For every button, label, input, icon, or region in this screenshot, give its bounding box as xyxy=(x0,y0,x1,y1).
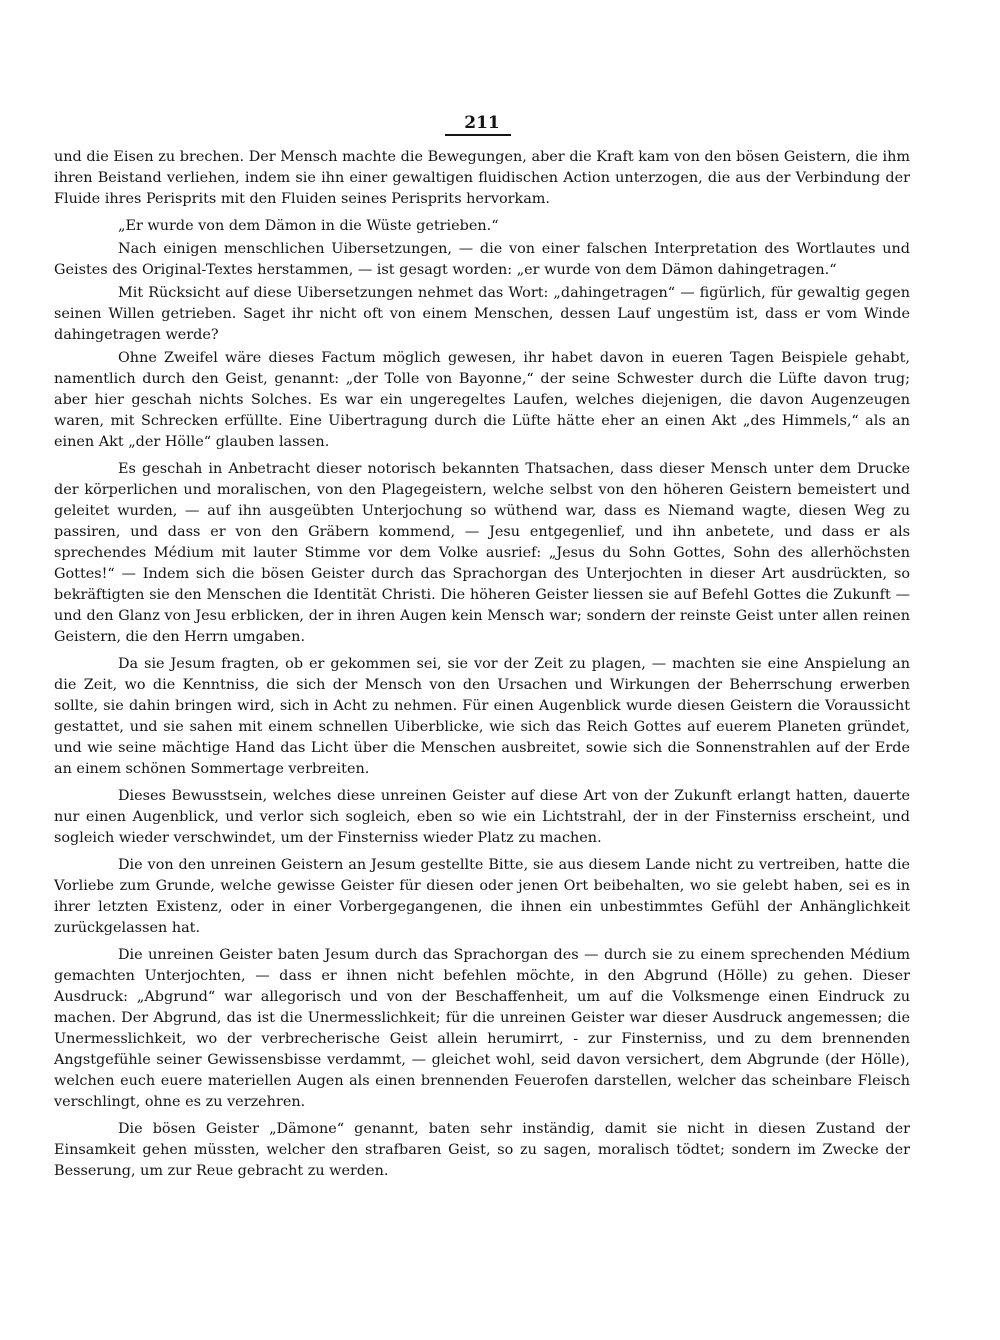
paragraph: Da sie Jesum fragten, ob er gekommen sei, sie vor der Zeit zu plagen, — machten sie eine Anspielung an die Zeit, wo die Kenntniss, die sich der Mensch von den Ursachen und Wirkungen der Beherrschung erwerben sollte, sie dahin bringen wird, sich in Acht zu nehmen. Für einen Augenblick wurde diesen Geistern die Voraussicht gestattet, und sie sahen mit einem schnellen Uiberblicke, wie sich das Reich Gottes auf euerem Planeten gründet, und wie seine mächtige Hand das Licht über die Menschen ausbreitet, sowie sich die Sonnenstrahlen auf der Erde an einem schönen Sommertage verbreiten. xyxy=(54,656,910,777)
body-text xyxy=(54,147,910,1188)
paragraph: „Er wurde von dem Dämon in die Wüste getrieben.“ xyxy=(118,218,499,234)
page-number-underline xyxy=(445,134,511,136)
paragraph: Nach einigen menschlichen Uibersetzungen, — die von einer falschen Interpretation des Wortlautes und Geistes des Original-Textes herstammen, — ist gesagt worden: „er wurde von dem Dämon dahingetragen.“ xyxy=(54,241,910,278)
paragraph: Dieses Bewusstsein, welches diese unreinen Geister auf diese Art von der Zukunft erlangt hatten, dauerte nur einen Augenblick, und verlor sich sogleich, eben so wie ein Lichtstrahl, der in der Finsterniss erscheint, und sogleich wieder verschwindet, um der Finsterniss wieder Platz zu machen. xyxy=(54,788,910,846)
paragraph: Mit Rücksicht auf diese Uibersetzungen nehmet das Wort: „dahingetragen“ — figürlich, für gewaltig gegen seinen Willen getrieben. Saget ihr nicht oft von einem Menschen, dessen Lauf ungestüm ist, dass er vom Winde dahingetragen werde? xyxy=(54,285,910,343)
paragraph: Die bösen Geister „Dämone“ genannt, baten sehr inständig, damit sie nicht in diesen Zustand der Einsamkeit gehen müssten, welcher den strafbaren Geist, so zu sagen, moralisch tödtet; sondern im Zwecke der Besserung, um zur Reue gebracht zu werden. xyxy=(54,1121,910,1179)
paragraph: Die von den unreinen Geistern an Jesum gestellte Bitte, sie aus diesem Lande nicht zu vertreiben, hatte die Vorliebe zum Grunde, welche gewisse Geister für diesen oder jenen Ort beibehalten, wo sie gelebt haben, sei es in ihrer letzten Existenz, oder in einer Vorbergegangenen, die ihnen ein unbestimmtes Gefühl der Anhänglichkeit zurückgelassen hat. xyxy=(54,857,910,936)
page-number: 211 xyxy=(464,113,500,133)
paragraph: Ohne Zweifel wäre dieses Factum möglich gewesen, ihr habet davon in eueren Tagen Beispiele gehabt, namentlich durch den Geist, genannt: „der Tolle von Bayonne,“ der seine Schwester durch die Lüfte davon trug; aber hier geschah nichts Solches. Es war ein ungeregeltes Laufen, welches diejenigen, die davon Augenzeugen waren, mit Schrecken erfüllte. Eine Uibertragung durch die Lüfte hätte eher an einen Akt „des Himmels,“ als an einen Akt „der Hölle“ glauben lassen. xyxy=(54,350,910,450)
paragraph: Die unreinen Geister baten Jesum durch das Sprachorgan des — durch sie zu einem sprechenden Médium gemachten Unterjochten, — dass er ihnen nicht befehlen möchte, in den Abgrund (Hölle) zu gehen. Dieser Ausdruck: „Abgrund“ war allegorisch und von der Beschaffenheit, um auf die Volksmenge einen Eindruck zu machen. Der Abgrund, das ist die Unermesslichkeit; für die unreinen Geister war dieser Ausdruck angemessen; die Unermesslichkeit, wo der verbrecherische Geist allein herumirrt, - zur Finsterniss, und zu dem brennenden Angstgefühle seiner Gewissensbisse verdammt, — gleichet wohl, seid davon versichert, dem Abgrunde (der Hölle), welchen euch euere materiellen Augen als einen brennenden Feuerofen darstellen, welcher das scheinbare Fleisch verschlingt, ohne es zu verzehren. xyxy=(54,947,910,1110)
paragraph: und die Eisen zu brechen. Der Mensch machte die Bewegungen, aber die Kraft kam von den bösen Geistern, die ihm ihren Beistand verliehen, indem sie ihn einer gewaltigen fluidischen Action unterzogen, die aus der Verbindung der Fluide ihres Perisprits mit den Fluiden seines Perisprits hervorkam. xyxy=(54,149,910,207)
paragraph: Es geschah in Anbetracht dieser notorisch bekannten Thatsachen, dass dieser Mensch unter dem Drucke der körperlichen und moralischen, von den Plagegeistern, welche selbst von den höheren Geistern bemeistert und geleitet wurden, — auf ihn ausgeübten Unterjochung so wüthend war, dass es Niemand wagte, diesen Weg zu passiren, und dass er von den Gräbern kommend, — Jesu entgegenlief, und ihn anbetete, und dass er als sprechendes Médium mit lauter Stimme vor dem Volke ausrief: „Jesus du Sohn Gottes, Sohn des allerhöchsten Gottes!“ — Indem sich die bösen Geister durch das Sprachorgan des Unterjochten in dieser Art ausdrückten, so bekräftigten sie den Menschen die Identität Christi. Die höheren Geister liessen sie auf Befehl Gottes die Zukunft — und den Glanz von Jesu erblicken, der in ihren Augen kein Mensch war; sondern der reinste Geist unter allen reinen Geistern, die den Herrn umgaben. xyxy=(54,461,910,645)
